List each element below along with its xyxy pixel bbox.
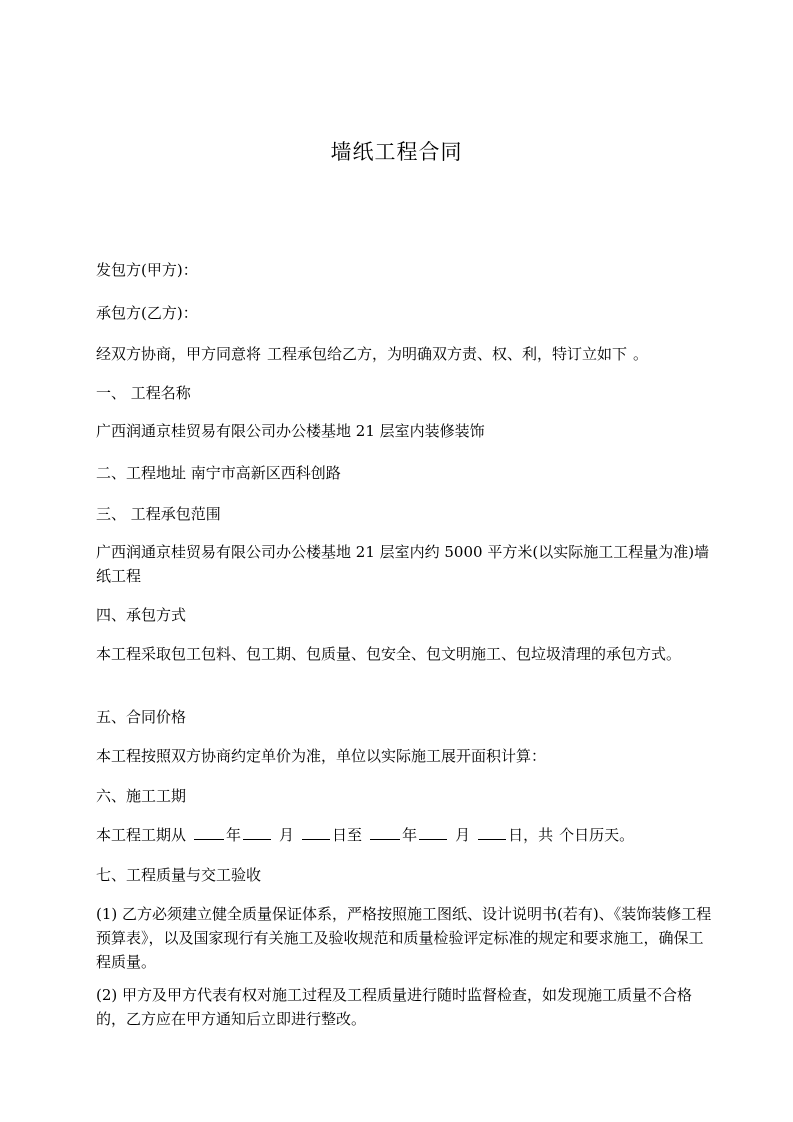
preamble-text-3: 。 (633, 345, 649, 363)
calendar-days-label: 个日历天。 (559, 826, 635, 844)
section-3-body: 广西润通京桂贸易有限公司办公楼基地 21 层室内约 5000 平方米(以实际施工工程量为准)墙纸工程 (96, 543, 710, 585)
section-7-item-2: (2) 甲方及甲方代表有权对施工过程及工程质量进行随时监督检查，如发现施工质量不合格的，乙方应在甲方通知后立即进行整改。 (96, 986, 693, 1028)
section-5-body: 本工程按照双方协商约定单价为准，单位以实际施工展开面积计算： (96, 747, 547, 765)
section-4-body: 本工程采取包工包料、包工期、包质量、包安全、包文明施工、包垃圾清理的承包方式。 (96, 645, 682, 663)
section-7-item-1: (1) 乙方必须建立健全质量保证体系，严格按照施工图纸、设计说明书(若有)、《装饰装修工程预算表》，以及国家现行有关施工及验收规范和质量检验评定标准的规定和要求施工，确保工程质量。 (96, 905, 712, 971)
preamble-text-2: 工程承包给乙方，为明确双方责、权、利，特订立如下 (267, 345, 628, 363)
document-title: 墙纸工程合同 (330, 140, 463, 164)
preamble-paragraph (96, 342, 716, 366)
end-day-blank (478, 825, 506, 840)
preamble-text-1: 经双方协商，甲方同意将 (96, 345, 262, 363)
section-2-heading: 二、工程地址 南宁市高新区西科创路 (96, 464, 341, 482)
end-year-label: 年 (402, 826, 418, 844)
end-year-blank (370, 825, 400, 840)
section-4-heading: 四、承包方式 (96, 606, 187, 624)
party-a-line: 发包方(甲方)： (96, 261, 198, 279)
schedule-line (96, 823, 716, 847)
start-month-label: 月 (279, 826, 295, 844)
start-year-blank (194, 825, 224, 840)
section-3-heading: 三、 工程承包范围 (96, 505, 221, 523)
end-month-blank (419, 825, 447, 840)
start-day-blank (302, 825, 330, 840)
party-b-line: 承包方(乙方)： (96, 304, 198, 322)
section-6-heading: 六、施工工期 (96, 787, 187, 805)
end-day-label: 日，共 (508, 826, 554, 844)
section-1-heading: 一、 工程名称 (96, 384, 191, 402)
section-7-heading: 七、工程质量与交工验收 (96, 866, 262, 884)
section-1-body: 广西润通京桂贸易有限公司办公楼基地 21 层室内装修装饰 (96, 422, 485, 440)
end-month-label: 月 (455, 826, 471, 844)
start-year-label: 年 (226, 826, 242, 844)
start-day-label: 日至 (332, 826, 363, 844)
schedule-start-label: 本工程工期从 (96, 826, 187, 844)
start-month-blank (243, 825, 271, 840)
section-5-heading: 五、合同价格 (96, 708, 187, 726)
